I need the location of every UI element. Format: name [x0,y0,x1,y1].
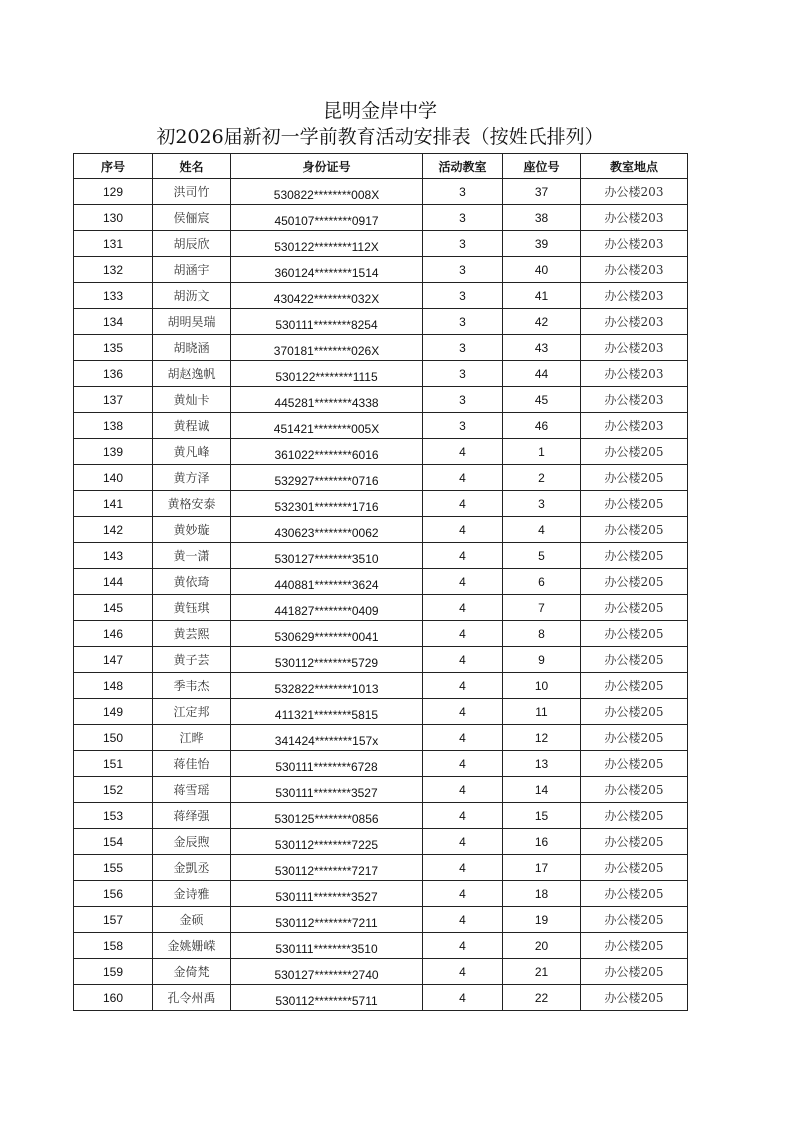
table-row [74,933,688,959]
row-seq: 154 [74,829,153,855]
row-id-number: 441827********0409 [231,595,423,621]
row-location: 办公楼205 [581,465,688,491]
row-seq: 130 [74,205,153,231]
row-seq: 140 [74,465,153,491]
row-id-number: 450107********0917 [231,205,423,231]
row-id-number: 530111********3527 [231,777,423,803]
header-name: 姓名 [153,154,231,179]
row-classroom: 3 [423,309,503,335]
row-student-name: 金倚梵 [153,959,231,985]
row-location: 办公楼205 [581,699,688,725]
row-seat-number: 2 [503,465,581,491]
row-student-name: 黄格安泰 [153,491,231,517]
row-location: 办公楼205 [581,621,688,647]
row-seat-number: 37 [503,179,581,205]
row-classroom: 3 [423,361,503,387]
row-location: 办公楼203 [581,231,688,257]
table-row [74,907,688,933]
row-location: 办公楼205 [581,959,688,985]
row-seat-number: 3 [503,491,581,517]
row-seat-number: 39 [503,231,581,257]
table-header-row [74,154,688,179]
row-classroom: 3 [423,205,503,231]
row-seat-number: 5 [503,543,581,569]
table-row [74,231,688,257]
row-seq: 138 [74,413,153,439]
table-row [74,595,688,621]
row-seq: 141 [74,491,153,517]
row-id-number: 451421********005X [231,413,423,439]
row-classroom: 4 [423,465,503,491]
row-seq: 135 [74,335,153,361]
table-row [74,439,688,465]
row-classroom: 4 [423,881,503,907]
row-id-number: 445281********4338 [231,387,423,413]
row-location: 办公楼205 [581,881,688,907]
row-location: 办公楼205 [581,803,688,829]
header-classroom: 活动教室 [423,154,503,179]
row-seq: 144 [74,569,153,595]
table-body [74,179,688,1011]
table-row [74,725,688,751]
row-seq: 136 [74,361,153,387]
row-seq: 132 [74,257,153,283]
row-seat-number: 45 [503,387,581,413]
table-row [74,335,688,361]
row-classroom: 4 [423,491,503,517]
row-classroom: 4 [423,777,503,803]
row-classroom: 4 [423,855,503,881]
row-location: 办公楼205 [581,595,688,621]
row-location: 办公楼205 [581,543,688,569]
row-seq: 142 [74,517,153,543]
table-row [74,283,688,309]
row-student-name: 胡沥文 [153,283,231,309]
row-id-number: 530112********7225 [231,829,423,855]
row-student-name: 金凱丞 [153,855,231,881]
header-seq: 序号 [74,154,153,179]
school-name: 昆明金岸中学 [322,100,437,122]
row-location: 办公楼205 [581,439,688,465]
row-location: 办公楼203 [581,205,688,231]
row-location: 办公楼205 [581,933,688,959]
row-classroom: 4 [423,751,503,777]
row-student-name: 蒋雪瑶 [153,777,231,803]
row-student-name: 江定邦 [153,699,231,725]
row-seat-number: 46 [503,413,581,439]
row-classroom: 4 [423,933,503,959]
row-student-name: 胡辰欣 [153,231,231,257]
row-seq: 139 [74,439,153,465]
row-location: 办公楼205 [581,907,688,933]
header-id-number: 身份证号 [231,154,423,179]
row-seq: 137 [74,387,153,413]
row-seq: 157 [74,907,153,933]
row-seq: 150 [74,725,153,751]
table-row [74,647,688,673]
row-id-number: 530112********7211 [231,907,423,933]
row-student-name: 金姚姗嵘 [153,933,231,959]
table-row [74,803,688,829]
row-id-number: 530127********3510 [231,543,423,569]
row-student-name: 黄依琦 [153,569,231,595]
row-classroom: 4 [423,543,503,569]
row-id-number: 341424********157x [231,725,423,751]
row-classroom: 4 [423,985,503,1011]
row-seq: 129 [74,179,153,205]
row-classroom: 3 [423,387,503,413]
row-seq: 148 [74,673,153,699]
row-student-name: 金诗雅 [153,881,231,907]
row-id-number: 530112********5711 [231,985,423,1011]
row-student-name: 金硕 [153,907,231,933]
row-classroom: 4 [423,595,503,621]
row-classroom: 4 [423,803,503,829]
row-location: 办公楼205 [581,751,688,777]
table-row [74,413,688,439]
row-student-name: 金辰煦 [153,829,231,855]
row-location: 办公楼205 [581,777,688,803]
row-student-name: 洪司竹 [153,179,231,205]
row-id-number: 530125********0856 [231,803,423,829]
row-student-name: 黄凡峰 [153,439,231,465]
row-location: 办公楼205 [581,673,688,699]
row-location: 办公楼205 [581,647,688,673]
table-row [74,751,688,777]
row-seq: 143 [74,543,153,569]
row-seat-number: 15 [503,803,581,829]
row-seat-number: 20 [503,933,581,959]
row-id-number: 430623********0062 [231,517,423,543]
row-seat-number: 43 [503,335,581,361]
row-location: 办公楼205 [581,985,688,1011]
row-location: 办公楼203 [581,387,688,413]
row-seat-number: 17 [503,855,581,881]
row-classroom: 3 [423,257,503,283]
row-id-number: 530629********0041 [231,621,423,647]
row-seat-number: 44 [503,361,581,387]
header-location: 教室地点 [581,154,688,179]
row-location: 办公楼203 [581,179,688,205]
row-location: 办公楼205 [581,855,688,881]
table-row [74,621,688,647]
row-student-name: 黄一潇 [153,543,231,569]
row-seat-number: 7 [503,595,581,621]
row-id-number: 530112********7217 [231,855,423,881]
row-student-name: 黄子芸 [153,647,231,673]
row-seq: 145 [74,595,153,621]
row-id-number: 530111********3510 [231,933,423,959]
row-seq: 149 [74,699,153,725]
table-row [74,569,688,595]
row-location: 办公楼203 [581,309,688,335]
row-classroom: 4 [423,569,503,595]
row-student-name: 蒋绎强 [153,803,231,829]
row-classroom: 3 [423,335,503,361]
table-row [74,491,688,517]
table-row [74,387,688,413]
row-student-name: 胡赵逸帆 [153,361,231,387]
table-row [74,179,688,205]
row-classroom: 3 [423,283,503,309]
row-student-name: 江晔 [153,725,231,751]
table-row [74,855,688,881]
row-seq: 159 [74,959,153,985]
row-student-name: 胡明昊瑞 [153,309,231,335]
row-student-name: 黄灿卡 [153,387,231,413]
row-classroom: 4 [423,621,503,647]
row-student-name: 季韦杰 [153,673,231,699]
row-seq: 131 [74,231,153,257]
row-seq: 153 [74,803,153,829]
row-id-number: 532927********0716 [231,465,423,491]
table-row [74,985,688,1011]
row-id-number: 532301********1716 [231,491,423,517]
row-id-number: 430422********032X [231,283,423,309]
row-seat-number: 16 [503,829,581,855]
row-location: 办公楼203 [581,283,688,309]
row-seat-number: 12 [503,725,581,751]
row-student-name: 侯俪宸 [153,205,231,231]
row-seq: 158 [74,933,153,959]
row-id-number: 530122********1115 [231,361,423,387]
row-id-number: 370181********026X [231,335,423,361]
row-seat-number: 10 [503,673,581,699]
row-location: 办公楼203 [581,257,688,283]
table-row [74,257,688,283]
row-location: 办公楼205 [581,725,688,751]
row-seq: 133 [74,283,153,309]
row-seat-number: 11 [503,699,581,725]
row-student-name: 黄妙璇 [153,517,231,543]
row-id-number: 530822********008X [231,179,423,205]
page-title: 初2026届新初一学前教育活动安排表（按姓氏排列） [156,126,604,148]
row-student-name: 黄钰琪 [153,595,231,621]
row-id-number: 532822********1013 [231,673,423,699]
row-seq: 155 [74,855,153,881]
row-seat-number: 1 [503,439,581,465]
row-classroom: 4 [423,725,503,751]
row-student-name: 胡晓涵 [153,335,231,361]
row-location: 办公楼203 [581,335,688,361]
table-row [74,205,688,231]
table-row [74,959,688,985]
row-location: 办公楼205 [581,569,688,595]
header-seat: 座位号 [503,154,581,179]
row-seat-number: 4 [503,517,581,543]
row-classroom: 4 [423,907,503,933]
row-student-name: 蒋佳怡 [153,751,231,777]
row-seq: 147 [74,647,153,673]
row-id-number: 530122********112X [231,231,423,257]
row-classroom: 4 [423,829,503,855]
table-row [74,309,688,335]
row-seq: 151 [74,751,153,777]
row-location: 办公楼203 [581,413,688,439]
row-seat-number: 14 [503,777,581,803]
row-classroom: 3 [423,413,503,439]
row-seq: 156 [74,881,153,907]
row-id-number: 530111********8254 [231,309,423,335]
row-classroom: 3 [423,179,503,205]
row-id-number: 530112********5729 [231,647,423,673]
table-row [74,517,688,543]
row-seat-number: 6 [503,569,581,595]
row-seq: 160 [74,985,153,1011]
table-row [74,465,688,491]
row-seat-number: 21 [503,959,581,985]
row-location: 办公楼205 [581,491,688,517]
row-id-number: 360124********1514 [231,257,423,283]
row-location: 办公楼205 [581,517,688,543]
row-student-name: 黄芸熙 [153,621,231,647]
arrangement-table [73,153,688,1011]
row-classroom: 4 [423,439,503,465]
row-seq: 152 [74,777,153,803]
row-id-number: 440881********3624 [231,569,423,595]
row-student-name: 孔令州禹 [153,985,231,1011]
row-classroom: 4 [423,517,503,543]
table-row [74,673,688,699]
row-id-number: 411321********5815 [231,699,423,725]
row-classroom: 4 [423,647,503,673]
row-classroom: 4 [423,959,503,985]
row-seat-number: 9 [503,647,581,673]
row-classroom: 4 [423,673,503,699]
row-id-number: 530111********6728 [231,751,423,777]
row-seat-number: 8 [503,621,581,647]
table-row [74,829,688,855]
table-row [74,361,688,387]
row-seat-number: 42 [503,309,581,335]
row-seat-number: 18 [503,881,581,907]
row-seat-number: 22 [503,985,581,1011]
table-row [74,543,688,569]
row-id-number: 530111********3527 [231,881,423,907]
row-id-number: 361022********6016 [231,439,423,465]
row-seat-number: 13 [503,751,581,777]
table-row [74,881,688,907]
row-location: 办公楼205 [581,829,688,855]
table-row [74,777,688,803]
row-seat-number: 41 [503,283,581,309]
row-classroom: 3 [423,231,503,257]
row-id-number: 530127********2740 [231,959,423,985]
row-location: 办公楼203 [581,361,688,387]
row-seat-number: 40 [503,257,581,283]
row-seq: 146 [74,621,153,647]
row-student-name: 黄程诚 [153,413,231,439]
table-row [74,699,688,725]
row-seat-number: 38 [503,205,581,231]
row-student-name: 胡涵宇 [153,257,231,283]
row-seq: 134 [74,309,153,335]
row-student-name: 黄方泽 [153,465,231,491]
row-classroom: 4 [423,699,503,725]
row-seat-number: 19 [503,907,581,933]
